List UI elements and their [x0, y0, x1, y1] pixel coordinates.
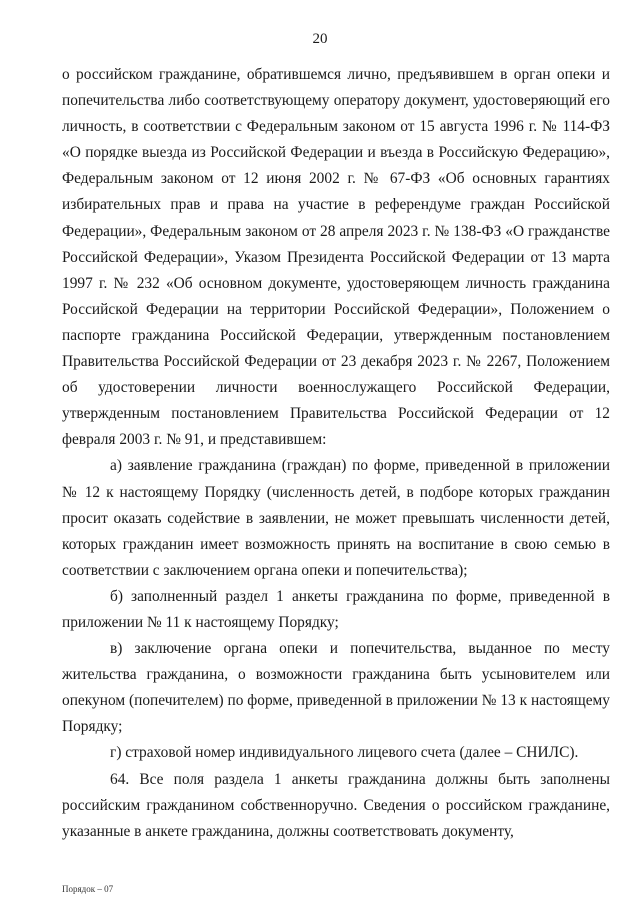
list-item-d: г) страховой номер индивидуального лицевого счета (далее – СНИЛС).	[110, 744, 579, 762]
list-item-c: в) заключение органа опеки и попечительства, выданное по месту жительства гражданина, о возможности гражданина быть усыновителем или опекуном (попечителем) по форме, приведенной в приложении № 13 к настоящему Порядку;	[62, 640, 610, 736]
paragraph-continuation: о российском гражданине, обратившемся лично, предъявившем в орган опеки и попечительства либо соответствующему оператору документ, удостоверяющий его личность, в соответствии с Федеральным законом от 15 августа 1996 г. № 114-ФЗ «О порядке выезда из Российской Федерации и въезда в Российскую Федерацию», Федеральным законом от 12 июня 2002 г. № 67-ФЗ «Об основных гарантиях избирательных прав и права на участие в референдуме граждан Российской Федерации», Федеральным законом от 28 апреля 2023 г. № 138-ФЗ «О гражданстве Российской Федерации», Указом Президента Российской Федерации от 13 марта 1997 г. № 232 «Об основном документе, удостоверяющем личность гражданина Российской Федерации на территории Российской Федерации», Положением о паспорте гражданина Российской Федерации, утвержденным постановлением Правительства Российской Федерации от 23 декабря 2023 г. № 2267, Положением об удостоверении личности военнослужащего Российской Федерации, утвержденным постановлением Правительства Российской Федерации от 12 февраля 2003 г. № 91, и представившем:	[62, 66, 610, 449]
list-item-a: а) заявление гражданина (граждан) по форме, приведенной в приложении № 12 к настоящему Порядку (численность детей, в подборе которых гражданин просит оказать содействие в заявлении, не может превышать численности детей, которых гражданин имеет возможность принять на воспитание в свою семью в соответствии с заключением органа опеки и попечительства);	[62, 457, 610, 579]
footer-label: Порядок – 07	[62, 884, 114, 894]
paragraph-64: 64. Все поля раздела 1 анкеты гражданина должны быть заполнены российским гражданином собственноручно. Сведения о российском гражданине, указанные в анкете гражданина, должны соответствовать документу,	[62, 770, 610, 840]
list-item-b: б) заполненный раздел 1 анкеты гражданина по форме, приведенной в приложении № 11 к настоящему Порядку;	[62, 587, 610, 631]
page-number: 20	[312, 31, 328, 47]
document-body	[62, 62, 610, 845]
